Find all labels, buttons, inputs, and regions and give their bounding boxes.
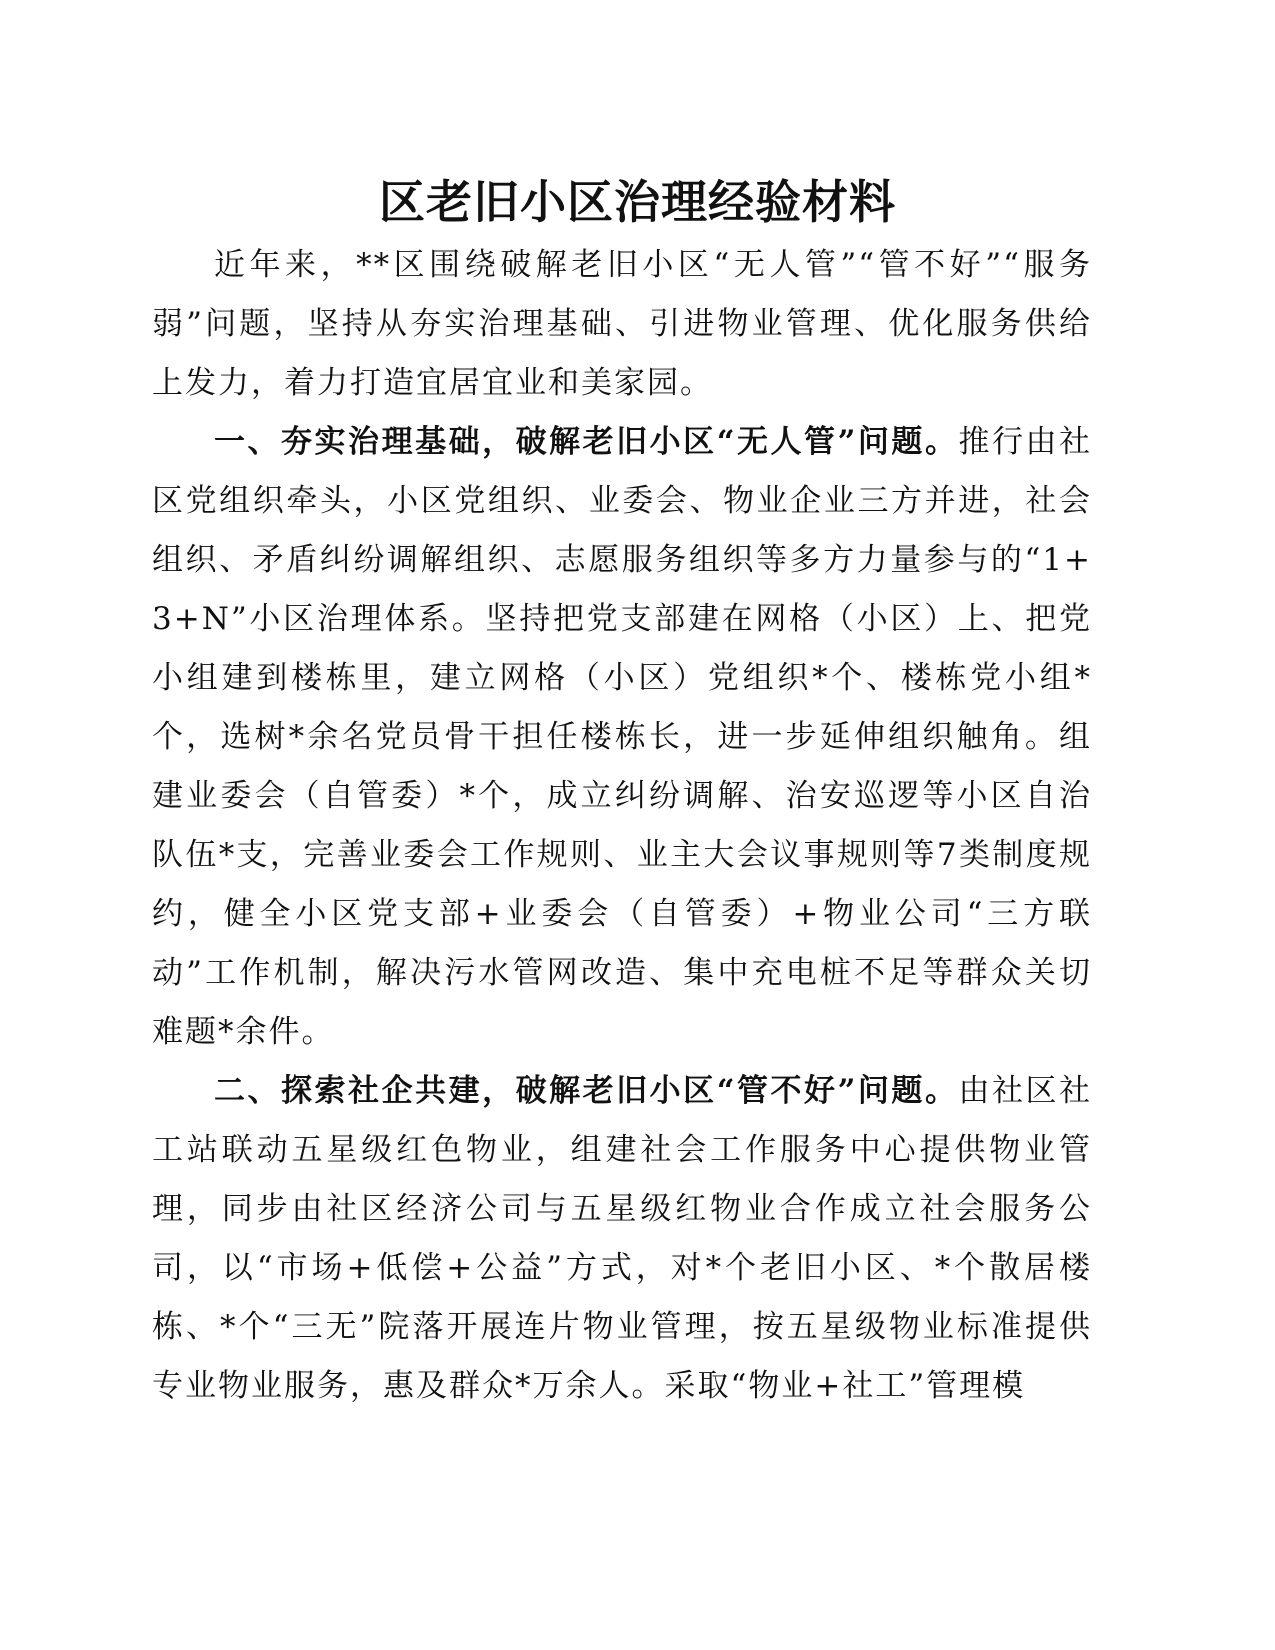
section-heading: 二、探索社企共建，破解老旧小区“管不好”问题。	[214, 1073, 959, 1109]
intro-paragraph	[152, 236, 1092, 413]
paragraph-text: 近年来，**区围绕破解老旧小区“无人管”“管不好”“服务弱”问题，坚持从夯实治理基础、引进物业管理、优化服务供给上发力，着力打造宜居宜业和美家园。	[152, 247, 1092, 401]
section-one-paragraph	[152, 413, 1092, 1062]
paragraph-text: 推行由社区党组织牵头，小区党组织、业委会、物业企业三方并进，社会组织、矛盾纠纷调解组织、志愿服务组织等多方力量参与的“1+3+N”小区治理体系。坚持把党支部建在网格（小区）上、把党小组建到楼栋里，建立网格（小区）党组织*个、楼栋党小组*个，选树*余名党员骨干担任楼栋长，进一步延伸组织触角。组建业委会（自管委）*个，成立纠纷调解、治安巡逻等小区自治队伍*支，完善业委会工作规则、业主大会议事规则等7类制度规约，健全小区党支部+业委会（自管委）+物业公司“三方联动”工作机制，解决污水管网改造、集中充电桩不足等群众关切难题*余件。	[152, 424, 1092, 1050]
document-body	[152, 236, 1092, 1416]
section-heading: 一、夯实治理基础，破解老旧小区“无人管”问题。	[214, 424, 959, 460]
section-two-paragraph	[152, 1062, 1092, 1416]
paragraph-text: 由社区社工站联动五星级红色物业，组建社会工作服务中心提供物业管理，同步由社区经济公司与五星级红物业合作成立社会服务公司，以“市场+低偿+公益”方式，对*个老旧小区、*个散居楼栋、*个“三无”院落开展连片物业管理，按五星级物业标准提供专业物业服务，惠及群众*万余人。采取“物业+社工”管理模	[152, 1073, 1092, 1404]
document-title: 区老旧小区治理经验材料	[379, 175, 896, 229]
